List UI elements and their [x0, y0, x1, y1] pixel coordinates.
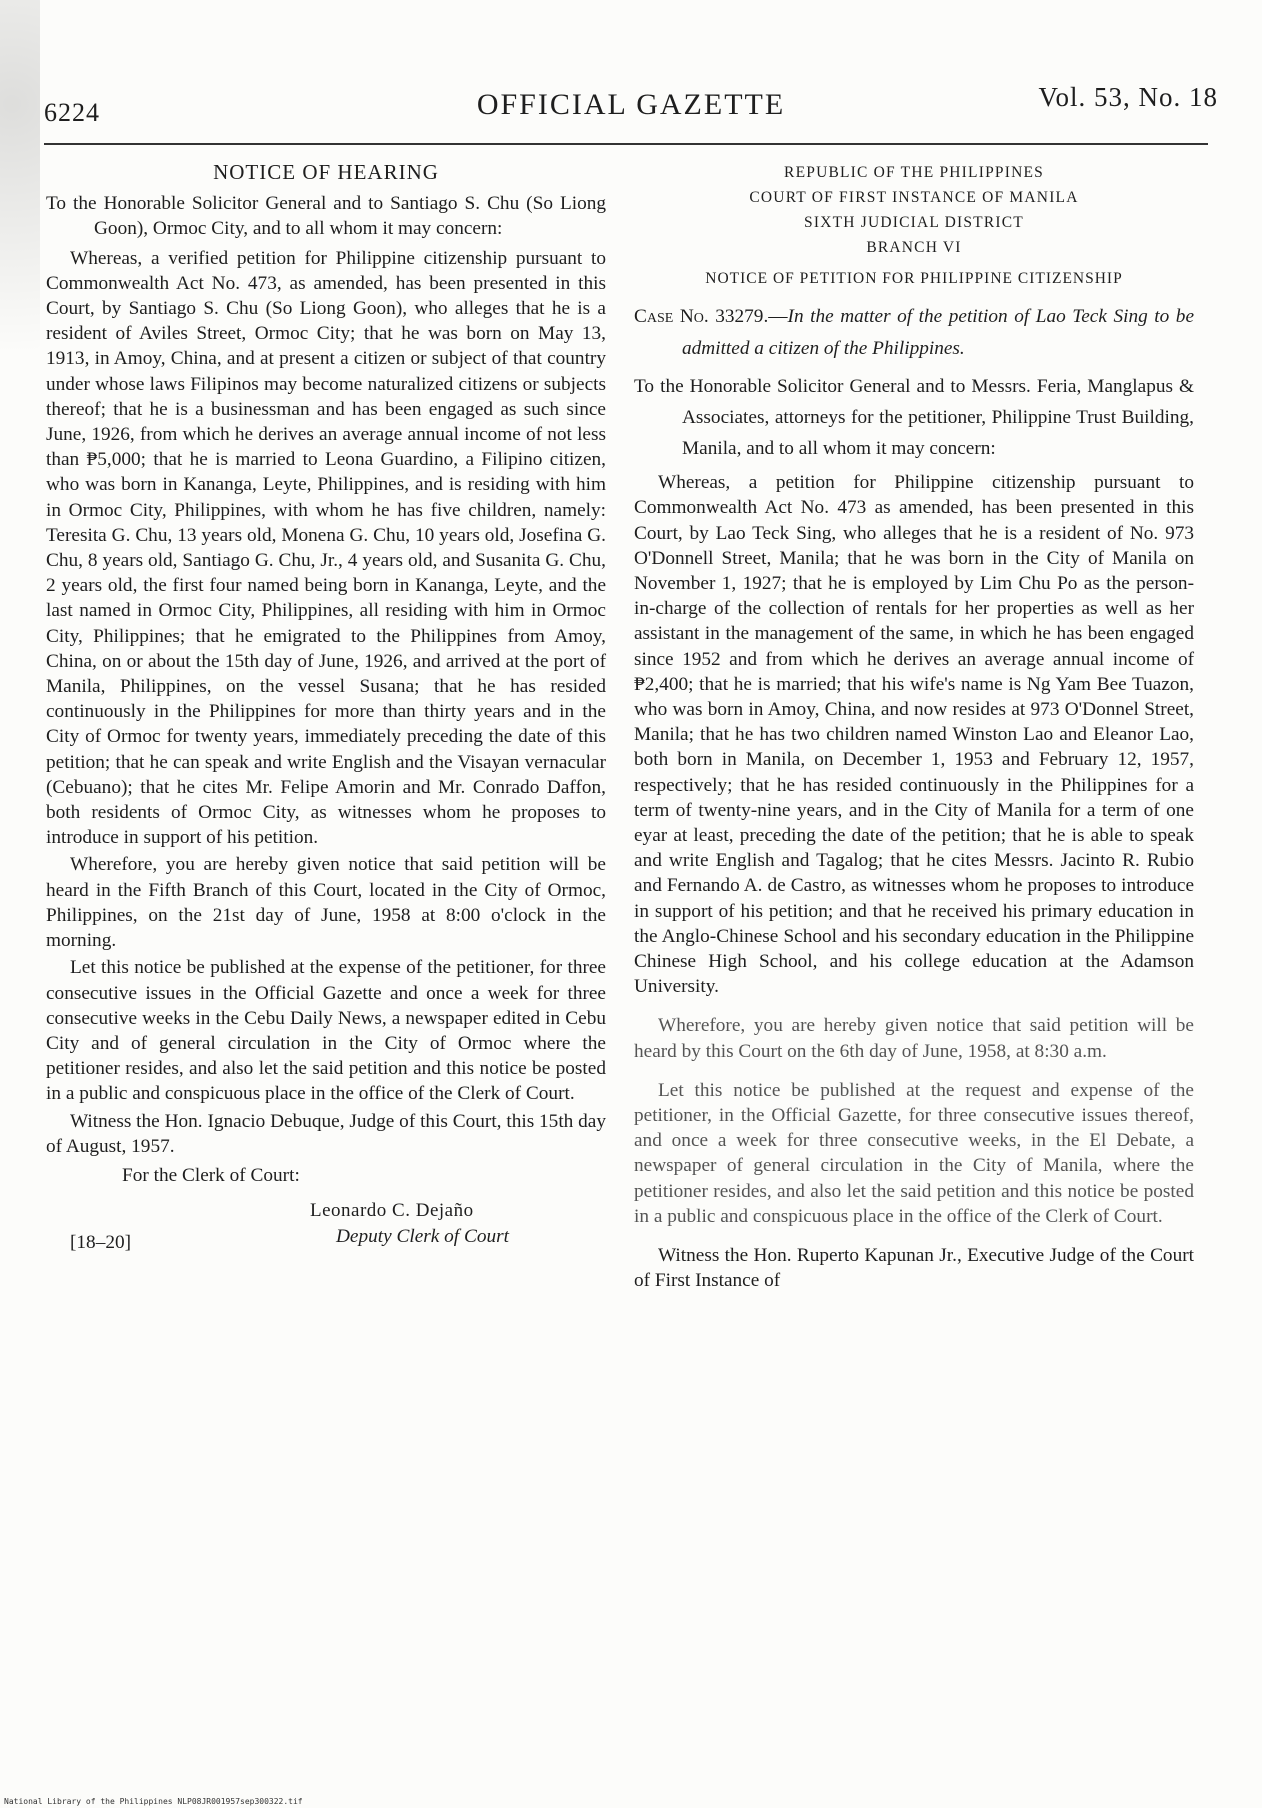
case-title: In the matter of the petition of Lao Teck Sing to be admitted a citizen of the Philippines.	[682, 306, 1194, 360]
scan-speckle	[0, 0, 40, 520]
volume-issue: Vol. 53, No. 18	[1038, 82, 1218, 112]
page-number: 6224	[44, 98, 100, 127]
court-line: SIXTH JUDICIAL DISTRICT	[804, 214, 1024, 231]
court-line: BRANCH VI	[866, 239, 962, 256]
header-rule	[44, 143, 1208, 145]
petition-paragraph: Wherefore, you are hereby given notice that said petition will be heard by this Court on the 6th day of June, 1958, at 8:30 a.m.	[634, 1015, 1194, 1062]
court-line: COURT OF FIRST INSTANCE OF MANILA	[749, 189, 1079, 206]
case-caption	[634, 301, 1194, 365]
right-column	[634, 160, 1194, 1294]
signatory-title: Deputy Clerk of Court	[336, 1226, 509, 1248]
notice-paragraph: Witness the Hon. Ignacio Debuque, Judge of this Court, this 15th day of August, 1957.	[46, 1110, 606, 1157]
petition-paragraph: Witness the Hon. Ruperto Kapunan Jr., Executive Judge of the Court of First Instance of	[634, 1245, 1194, 1292]
case-number: Case No. 33279.—	[634, 306, 788, 328]
signature-block	[46, 1198, 606, 1258]
notice-paragraph: Whereas, a verified petition for Philippine citizenship pursuant to Commonwealth Act No. 473, as amended, has been presented in this Court, by Santiago S. Chu (So Liong Goon), who alleges that he is a resident of Aviles Street, Ormoc City; that he was born on May 13, 1913, in Amoy, China, and at present a citizen or subject of that country under whose laws Filipinos may become naturalized citizens or subjects thereof; that he is a businessman and has been engaged as such since June, 1926, from which he derives an average annual income of not less than ₱5,000; that he is married to Leona Guardino, a Filipino citizen, who was born in Kananga, Leyte, Philippines, and is residing with him in Ormoc City, Philippines, with whom he has five children, namely: Teresita G. Chu, 13 years old, Monena G. Chu, 10 years old, Josefina G. Chu, 8 years old, Santiago G. Chu, Jr., 4 years old, and Susanita G. Chu, 2 years old, the first four named being born in Kananga, Leyte, and the last named in Ormoc City, Philippines, all residing with him in Ormoc City, Philippines; that he emigrated to the Philippines from Amoy, China, on or about the 15th day of June, 1926, and arrived at the port of Manila, Philippines, on the vessel Susana; that he has resided continuously in the Philippines for more than thirty years and in the City of Ormoc for twenty years, immediately preceding the date of this petition; that he can speak and write English and the Visayan vernacular (Cebuano); that he cites Mr. Felipe Amorin and Mr. Conrado Daffon, both residents of Ormoc City, as witnesses whom he proposes to introduce in support of his petition.	[46, 247, 606, 849]
court-line: REPUBLIC OF THE PHILIPPINES	[784, 164, 1044, 181]
notice-paragraph: Let this notice be published at the expense of the petitioner, for three consecutive issues in the Official Gazette and once a week for three consecutive weeks in the Cebu Daily News, a newspaper edited in Cebu City and of general circulation in the City of Ormoc where the petitioner resides, and also let the said petition and this notice be posted in a public and conspicuous place in the office of the Clerk of Court.	[46, 957, 606, 1105]
notice-heading: NOTICE OF HEARING	[213, 160, 439, 184]
signatory-name: Leonardo C. Dejaño	[310, 1200, 474, 1222]
notice-paragraph: Wherefore, you are hereby given notice that said petition will be heard in the Fifth Branch of this Court, located in the City of Ormoc, Philippines, on the 21st day of June, 1958 at 8:00 o'clock in the morning.	[46, 854, 606, 952]
publication-title: OFFICIAL GAZETTE	[476, 88, 786, 121]
left-column	[46, 160, 606, 1258]
page-header	[44, 80, 1218, 130]
petition-heading: NOTICE OF PETITION FOR PHILIPPINE CITIZENSHIP	[705, 270, 1123, 287]
petition-paragraph: Let this notice be published at the request and expense of the petitioner, in the Official Gazette, for three consecutive issues thereof, and once a week for three consecutive weeks, in the El Debate, a newspaper of general circulation in the City of Manila, where the petitioner resides, and also let the said petition and this notice be posted in a public and conspicuous place in the office of the Clerk of Court.	[634, 1079, 1194, 1227]
scan-credit: National Library of the Philippines NLP08JR001957sep300322.tif	[4, 1797, 303, 1806]
signature-intro: For the Clerk of Court:	[122, 1164, 300, 1186]
issue-reference: [18–20]	[70, 1232, 132, 1254]
petition-address: To the Honorable Solicitor General and to Messrs. Feria, Manglapus & Associates, attorneys for the petitioner, Philippine Trust Building, Manila, and to all whom it may concern:	[634, 376, 1194, 460]
court-header	[634, 160, 1194, 260]
petition-paragraph: Whereas, a petition for Philippine citizenship pursuant to Commonwealth Act No. 473 as amended, has been presented in this Court, by Lao Teck Sing, who alleges that he is a resident of No. 973 O'Donnell Street, Manila; that he was born in the City of Manila on November 1, 1927; that he is employed by Lim Chu Po as the person-in-charge of the collection of rentals for her properties as well as her assistant in the management of the same, in which he has been engaged since 1952 and from which he derives an average annual income of ₱2,400; that he is married; that his wife's name is Ng Yam Bee Tuazon, who was born in Amoy, China, and now resides at 973 O'Donnel Street, Manila; that he has two children named Winston Lao and Eleanor Lao, both born in Manila, on December 1, 1953 and February 12, 1957, respectively; that he has resided continuously in the Philippines for a term of twenty-nine years, and in the City of Manila for a term of one eyar at least, preceding the date of the petition; that he is able to speak and write English and Tagalog; that he cites Messrs. Jacinto R. Rubio and Fernando A. de Castro, as witnesses whom he proposes to introduce in support of his petition; and that he received his primary education in the Anglo-Chinese School and his secondary education in the Philippine Chinese High School, and his college education at the Adamson University.	[634, 472, 1194, 998]
notice-address: To the Honorable Solicitor General and to Santiago S. Chu (So Liong Goon), Ormoc City, and to all whom it may concern:	[46, 193, 606, 240]
